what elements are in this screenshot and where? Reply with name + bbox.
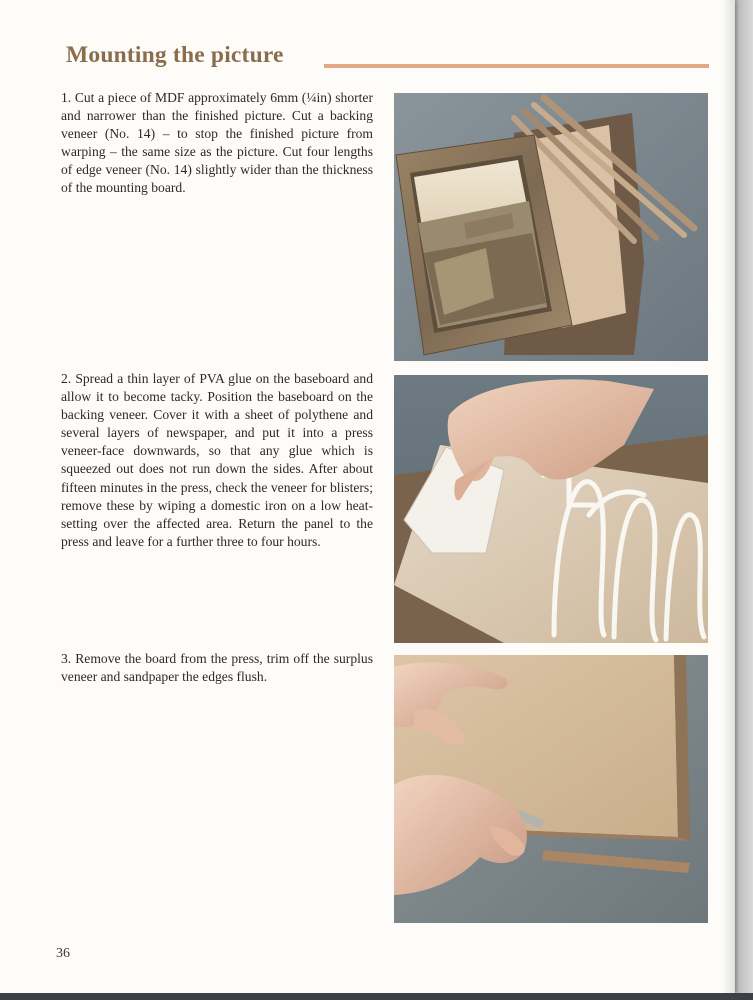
title-rule xyxy=(324,64,709,68)
step-1-text: 1. Cut a piece of MDF approximately 6mm (¼in) shorter and narrower than the finished picture. Cut a backing veneer (No. 14) – to stop the finished picture from warping – the same size as the picture. Cut four lengths of edge veneer (No. 14) slightly wider than the thickness of the mounting board. xyxy=(61,90,373,196)
step-3-text: 3. Remove the board from the press, trim off the surplus veneer and sandpaper the edges flush. xyxy=(61,651,373,685)
scan-edge xyxy=(736,0,753,1000)
photo-trimming-veneer xyxy=(394,655,708,923)
step-2-text: 2. Spread a thin layer of PVA glue on the baseboard and allow it to become tacky. Position the baseboard on the backing veneer. Cover it with a sheet of polythene and several layers of newspaper, and put it into a press veneer-face downwards, so that any glue which is squeezed out does not run down the sides. After about fifteen minutes in the press, check the veneer for blisters; remove these by wiping a domestic iron on a low heat-setting over the affected area. Return the panel to the press and leave for a further three to four hours. xyxy=(61,371,373,549)
page-number: 36 xyxy=(56,946,70,961)
photo-spreading-glue xyxy=(394,375,708,643)
photo-framed-picture-and-veneers xyxy=(394,93,708,361)
scan-bottom-edge xyxy=(0,993,753,1000)
page-edge-shadow xyxy=(722,0,736,993)
section-title: Mounting the picture xyxy=(66,42,284,68)
